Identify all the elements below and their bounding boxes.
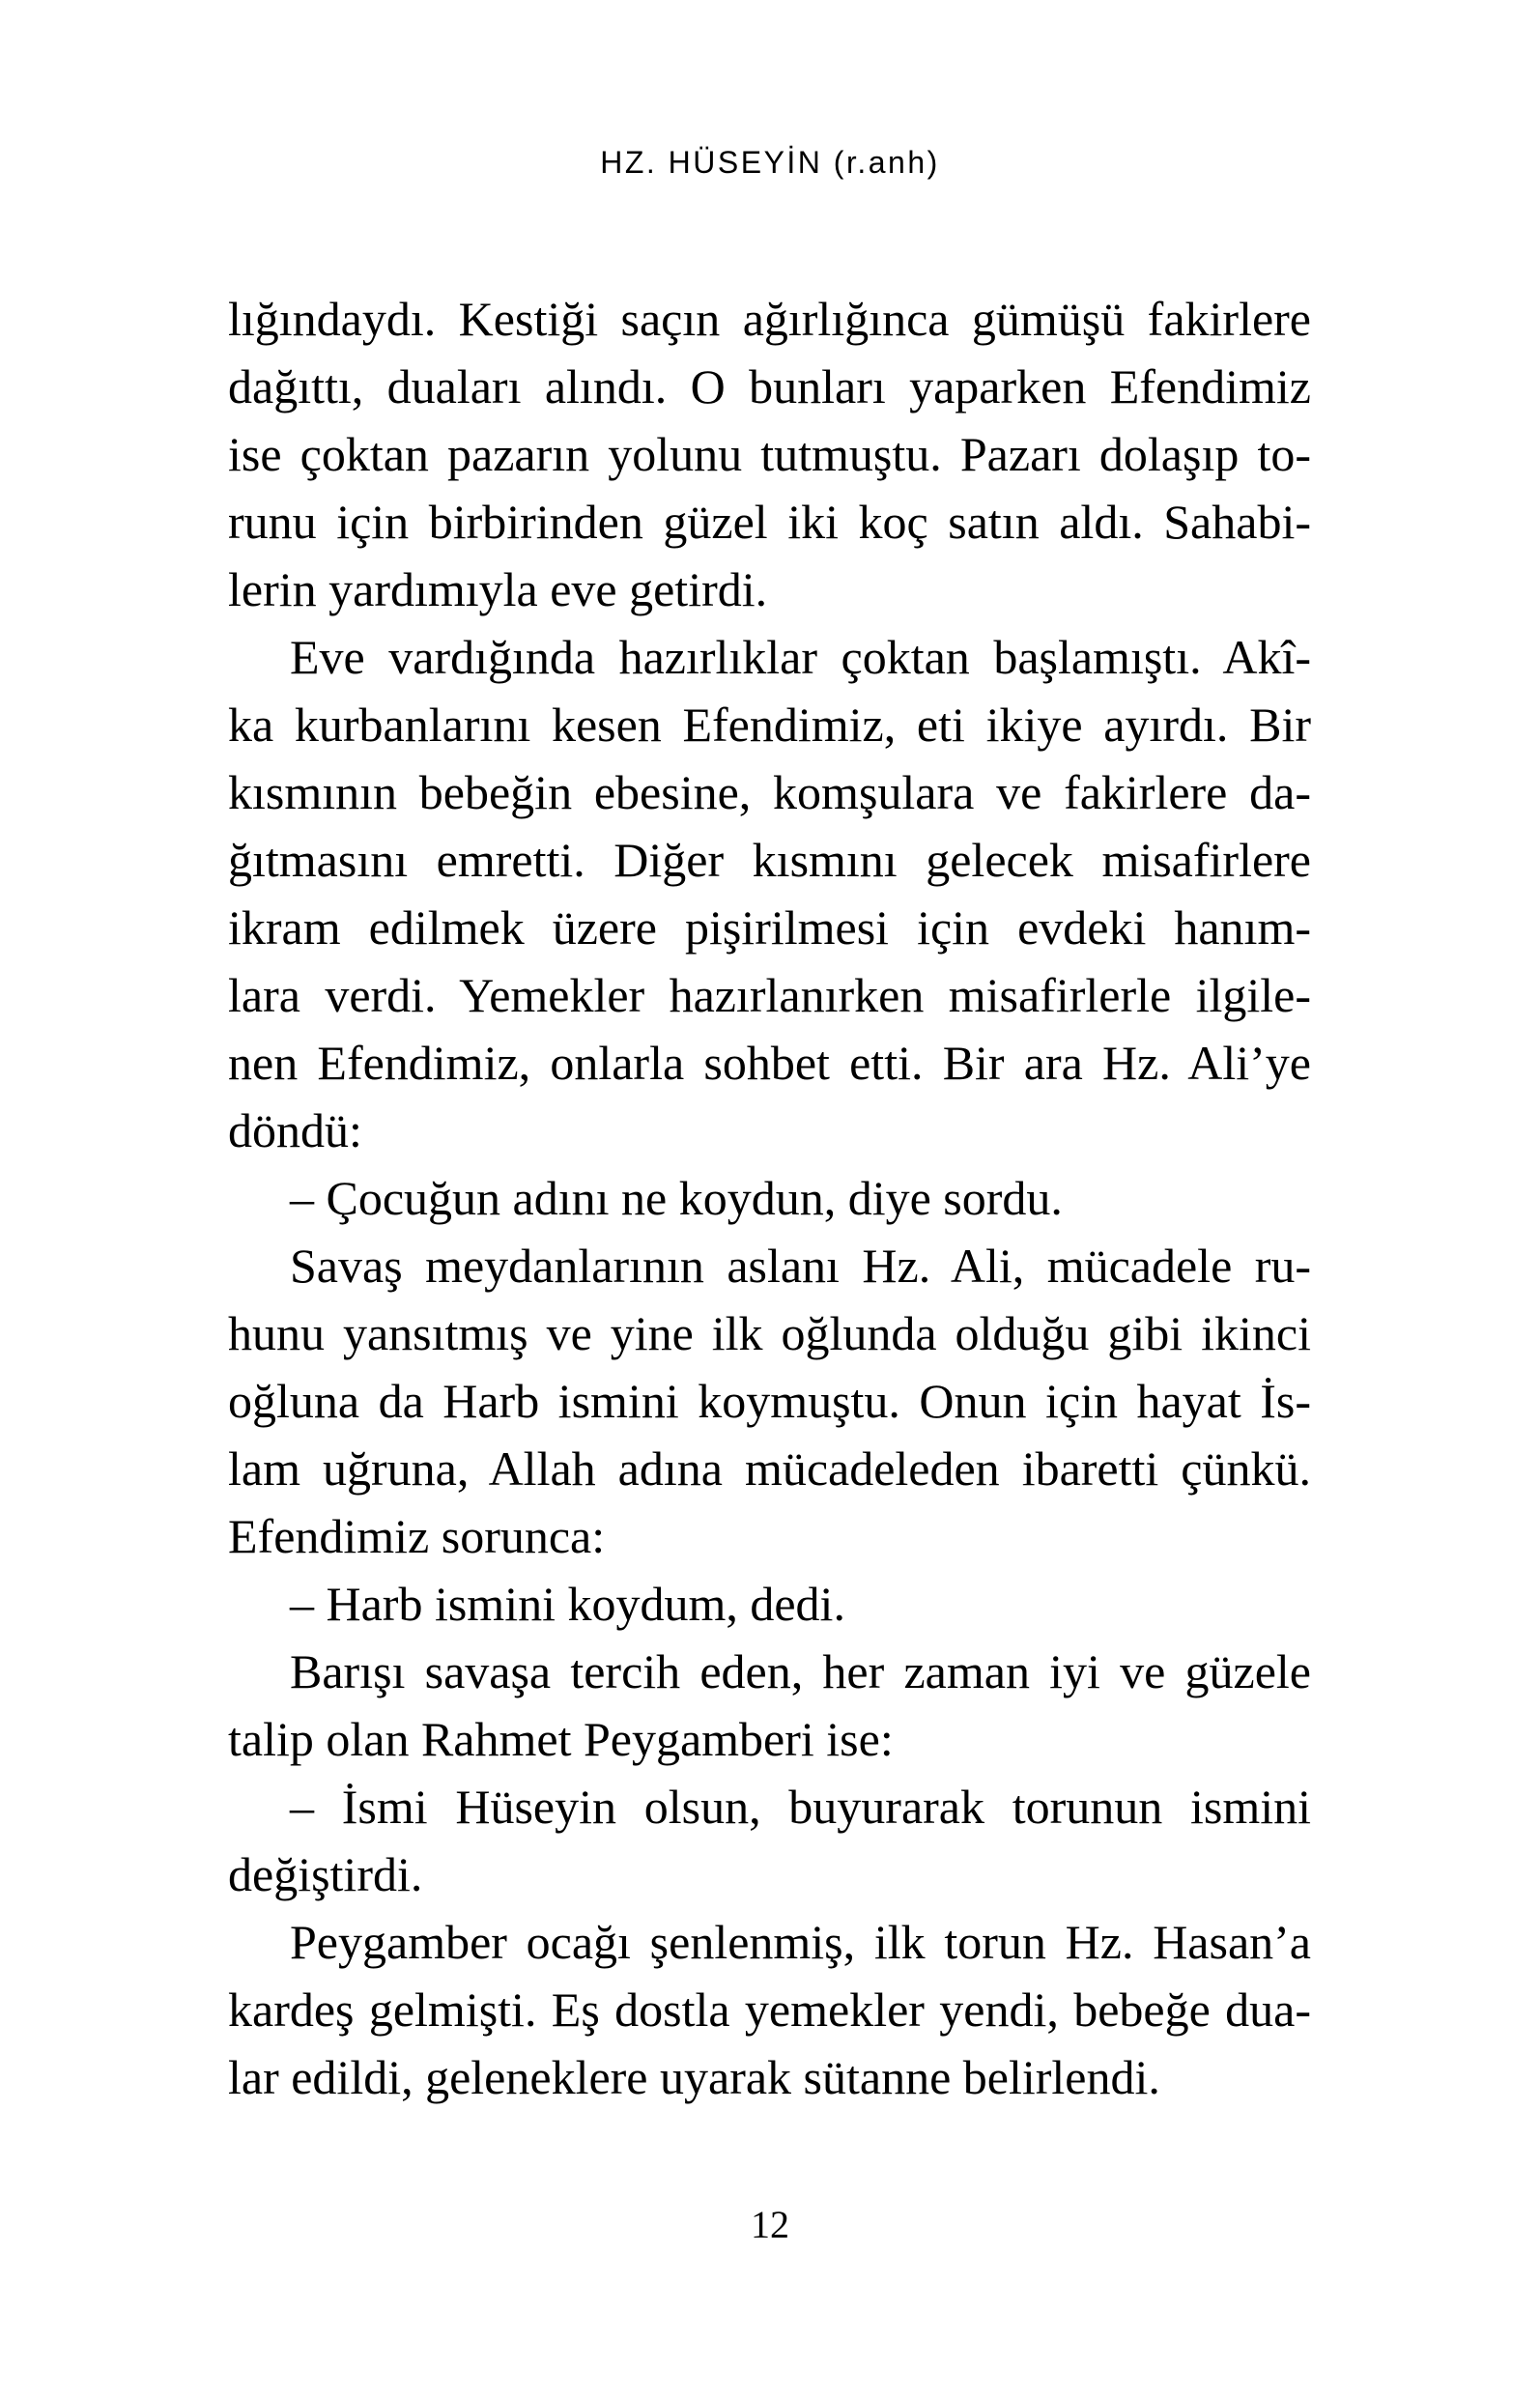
body-text-line: lar edildi, geleneklere uyarak sütanne belirlendi. [228, 2050, 1160, 2104]
body-text-line: ise çoktan pazarın yolunu tutmuştu. Pazarı dolaşıp to- [228, 427, 1311, 481]
body-text-line: Savaş meydanlarının aslanı Hz. Ali, mücadele ru- [290, 1239, 1311, 1293]
body-text-line: Efendimiz sorunca: [228, 1509, 606, 1563]
body-text-line: dağıttı, duaları alındı. O bunları yaparken Efendimiz [228, 359, 1311, 414]
body-text-line: kısmının bebeğin ebesine, komşulara ve fakirlere da- [228, 765, 1311, 819]
body-text-line: Eve vardığında hazırlıklar çoktan başlamıştı. Akî- [290, 630, 1311, 684]
body-text-line: Barışı savaşa tercih eden, her zaman iyi ve güzele [290, 1644, 1311, 1698]
body-text-line: – Harb ismini koydum, dedi. [290, 1577, 845, 1631]
page-number: 12 [751, 2203, 789, 2246]
body-text-line: lara verdi. Yemekler hazırlanırken misafirlerle ilgile- [228, 968, 1311, 1022]
body-text-line: hunu yansıtmış ve yine ilk oğlunda olduğu gibi ikinci [228, 1306, 1311, 1360]
body-text-line: döndü: [228, 1103, 362, 1157]
body-text-line: – Çocuğun adını ne koydun, diye sordu. [290, 1171, 1063, 1225]
body-text-line: lerin yardımıyla eve getirdi. [228, 562, 768, 616]
body-text-line: Peygamber ocağı şenlenmiş, ilk torun Hz. Hasan’a [290, 1915, 1311, 1969]
body-text-line: ğıtmasını emretti. Diğer kısmını gelecek misafirlere [228, 833, 1311, 887]
body-text-line: lam uğruna, Allah adına mücadeleden ibaretti çünkü. [228, 1441, 1311, 1496]
body-text-line: oğluna da Harb ismini koymuştu. Onun için hayat İs- [228, 1374, 1311, 1428]
body-text-line: – İsmi Hüseyin olsun, buyurarak torunun ismini [290, 1780, 1311, 1834]
body-text-line: kardeş gelmişti. Eş dostla yemekler yendi, bebeğe dua- [228, 1982, 1311, 2037]
body-text [228, 285, 1311, 2111]
body-text-line: değiştirdi. [228, 1847, 423, 1901]
body-text-line: ka kurbanlarını kesen Efendimiz, eti ikiye ayırdı. Bir [228, 698, 1311, 752]
running-header: HZ. HÜSEYİN (r.anh) [600, 145, 940, 180]
body-text-line: talip olan Rahmet Peygamberi ise: [228, 1712, 894, 1766]
body-text-line: lığındaydı. Kestiği saçın ağırlığınca gümüşü fakirlere [228, 292, 1311, 346]
body-text-line: runu için birbirinden güzel iki koç satın aldı. Sahabi- [228, 495, 1311, 549]
body-text-line: ikram edilmek üzere pişirilmesi için evdeki hanım- [228, 900, 1311, 955]
body-text-line: nen Efendimiz, onlarla sohbet etti. Bir ara Hz. Ali’ye [228, 1036, 1311, 1090]
